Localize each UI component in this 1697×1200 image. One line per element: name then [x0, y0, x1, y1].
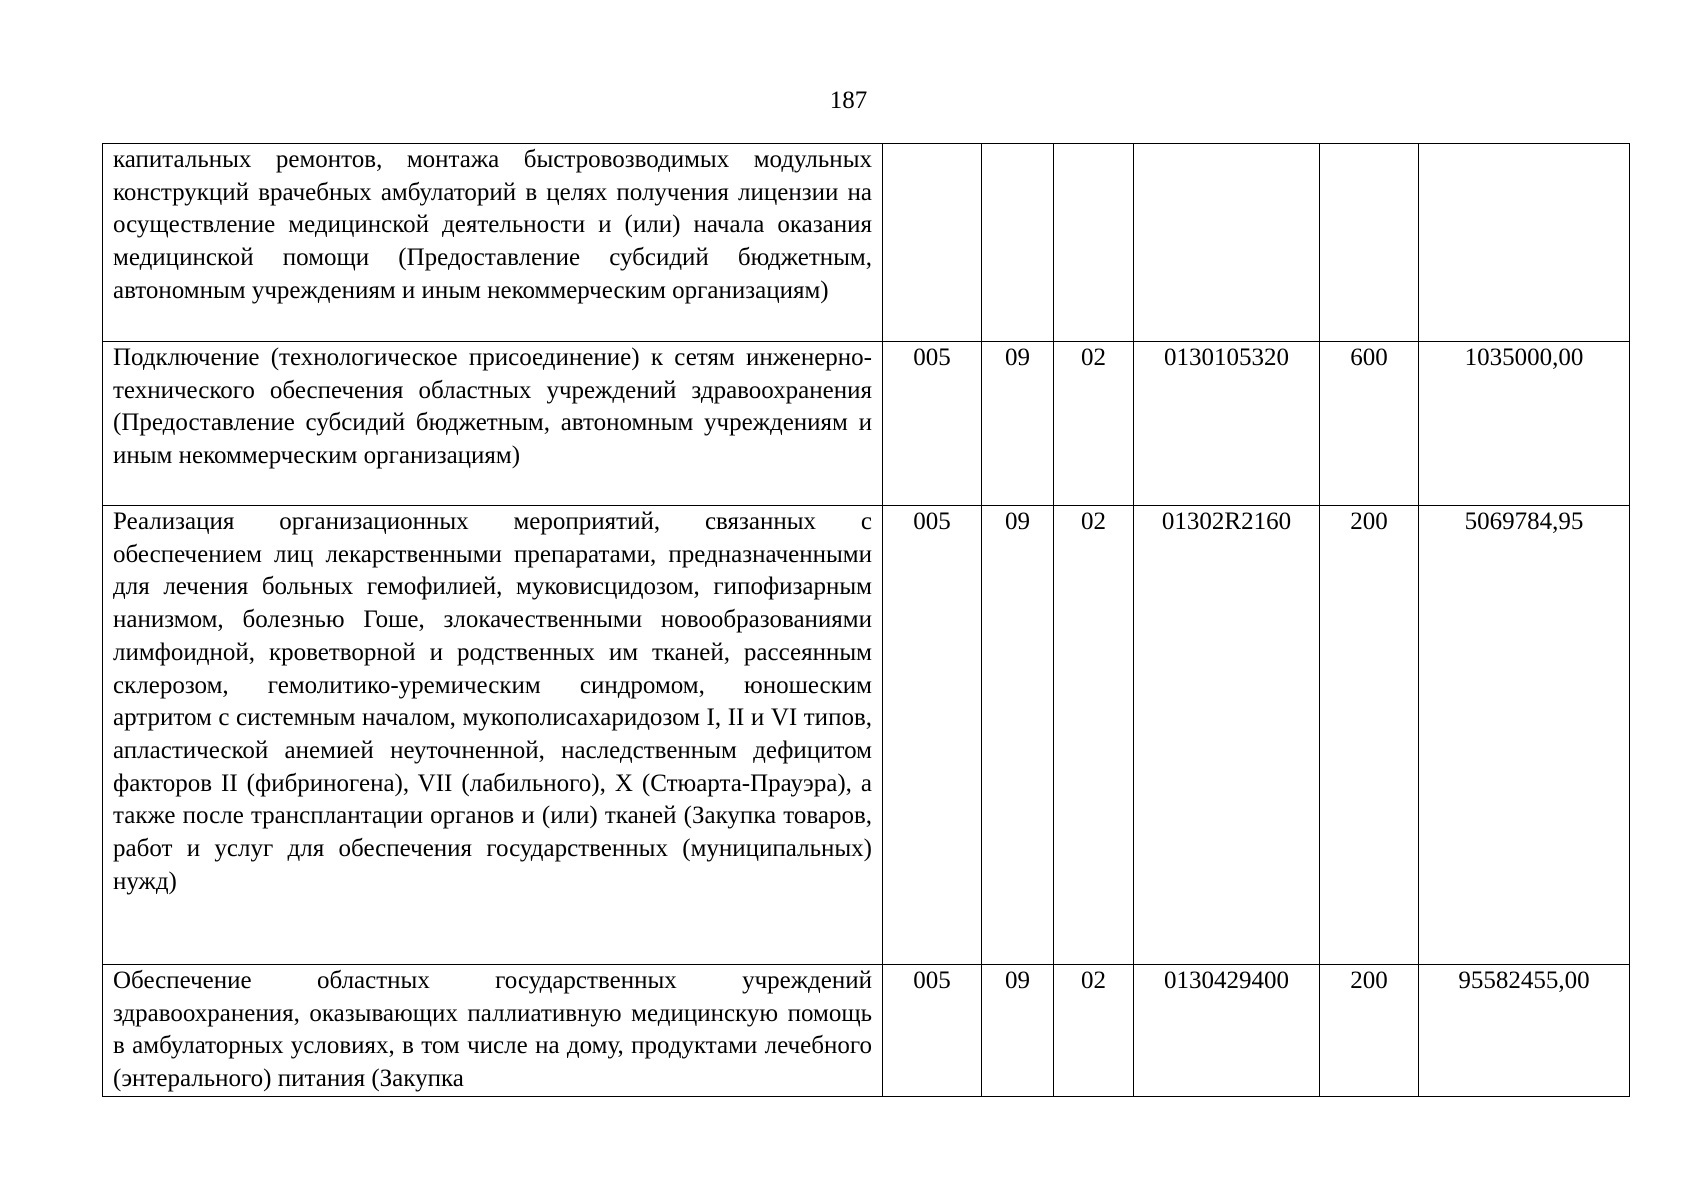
- row-description: Подключение (технологическое присоединение) к сетям инженерно-технического обеспечения областных учреждений здравоохранения (Предоставление субсидий бюджетным, автономным учреждениям и иным некоммерческим организациям): [103, 342, 883, 506]
- amount-cell: 1035000,00: [1419, 342, 1630, 506]
- table-row: [103, 342, 1630, 506]
- ministry-code-cell: 005: [883, 342, 982, 506]
- row-description: Реализация организационных мероприятий, связанных с обеспечением лиц лекарственными препаратами, предназначенными для лечения больных гемофилией, муковисцидозом, гипофизарным нанизмом, болезнью Гоше, злокачественными новообразованиями лимфоидной, кроветворной и родственных им тканей, рассеянным склерозом, гемолитико-уремическим синдромом, юношеским артритом с системным началом, мукополисахаридозом I, II и VI типов, апластической анемией неуточненной, наследственным дефицитом факторов II (фибриногена), VII (лабильного), X (Стюарта-Прауэра), а также после трансплантации органов и (или) тканей (Закупка товаров, работ и услуг для обеспечения государственных (муниципальных) нужд): [103, 506, 883, 965]
- page-number: 187: [829, 87, 868, 114]
- table-row: [103, 506, 1630, 965]
- section-code-cell: 09: [982, 506, 1054, 965]
- expense-type-cell: 600: [1320, 342, 1419, 506]
- subsection-code-cell: 02: [1054, 506, 1134, 965]
- ministry-code-cell: 005: [883, 965, 982, 1097]
- amount-cell: [1419, 144, 1630, 342]
- expense-type-cell: 200: [1320, 965, 1419, 1097]
- target-article-cell: 0130105320: [1134, 342, 1320, 506]
- ministry-code-cell: 005: [883, 506, 982, 965]
- target-article-cell: 0130429400: [1134, 965, 1320, 1097]
- subsection-code-cell: [1054, 144, 1134, 342]
- table-row: [103, 144, 1630, 342]
- section-code-cell: 09: [982, 965, 1054, 1097]
- target-article-cell: 01302R2160: [1134, 506, 1320, 965]
- row-description: капитальных ремонтов, монтажа быстровозводимых модульных конструкций врачебных амбулаторий в целях получения лицензии на осуществление медицинской деятельности и (или) начала оказания медицинской помощи (Предоставление субсидий бюджетным, автономным учреждениям и иным некоммерческим организациям): [103, 144, 883, 342]
- ministry-code-cell: [883, 144, 982, 342]
- section-code-cell: [982, 144, 1054, 342]
- table-row: [103, 965, 1630, 1097]
- expense-type-cell: 200: [1320, 506, 1419, 965]
- row-description: Обеспечение областных государственных учреждений здравоохранения, оказывающих паллиативную медицинскую помощь в амбулаторных условиях, в том числе на дому, продуктами лечебного (энтерального) питания (Закупка: [103, 965, 883, 1097]
- subsection-code-cell: 02: [1054, 965, 1134, 1097]
- target-article-cell: [1134, 144, 1320, 342]
- expense-type-cell: [1320, 144, 1419, 342]
- subsection-code-cell: 02: [1054, 342, 1134, 506]
- amount-cell: 95582455,00: [1419, 965, 1630, 1097]
- section-code-cell: 09: [982, 342, 1054, 506]
- amount-cell: 5069784,95: [1419, 506, 1630, 965]
- budget-table: [102, 143, 1630, 1097]
